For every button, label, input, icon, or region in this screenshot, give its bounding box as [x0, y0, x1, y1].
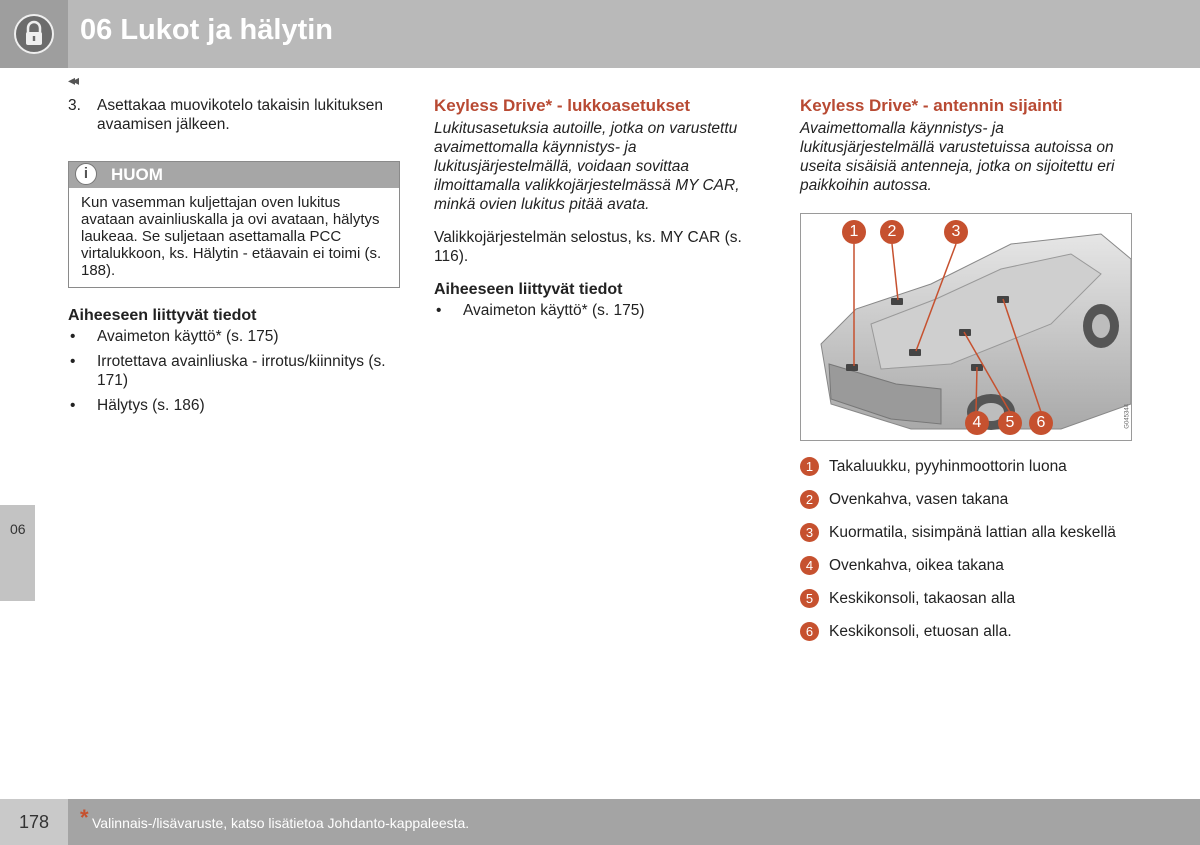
antenna-location-figure	[800, 213, 1132, 441]
column-1	[68, 96, 400, 415]
footnote-star: *	[80, 805, 89, 830]
legend-item	[800, 488, 1140, 510]
legend-number: 4	[800, 556, 819, 575]
section-paragraph: Valikkojärjestelmän selostus, ks. MY CAR (s. 116).	[434, 229, 742, 265]
legend-text: Keskikonsoli, takaosan alla	[829, 589, 1016, 607]
marker-3: 3	[944, 220, 968, 244]
note-title: HUOM	[111, 165, 163, 184]
note-body: Kun vasemman kuljettajan oven lukitus avataan avainliuskalla ja ovi avataan, hälytys laukeaa. Se suljetaan asettamalla PCC virtalukkoon, ks. Hälytin - etäavain ei toimi (s. 188).	[81, 194, 382, 279]
legend-text: Kuormatila, sisimpänä lattian alla keskellä	[829, 523, 1116, 541]
column-3	[800, 96, 1140, 653]
note-header	[69, 162, 399, 188]
legend-item	[800, 620, 1140, 642]
marker-1: 1	[842, 220, 866, 244]
legend-item	[800, 554, 1140, 576]
step-number: 3.	[68, 97, 81, 114]
legend-number: 6	[800, 622, 819, 641]
back-nav-icon[interactable]: ◂◂	[68, 72, 77, 88]
legend-text: Ovenkahva, oikea takana	[829, 556, 1004, 574]
info-icon: i	[75, 163, 97, 185]
related-link[interactable]: • Hälytys (s. 186)	[68, 396, 400, 415]
chapter-title: 06 Lukot ja hälytin	[80, 14, 333, 46]
legend-text: Takaluukku, pyyhinmoottorin luona	[829, 457, 1067, 475]
legend-number: 2	[800, 490, 819, 509]
figure-code: G045344	[1125, 404, 1131, 429]
antenna-legend	[800, 455, 1140, 642]
page-number: 178	[0, 799, 68, 845]
chapter-side-tab-label: 06	[10, 521, 26, 537]
related-link[interactable]: • Avaimeton käyttö* (s. 175)	[68, 327, 400, 346]
related-heading: Aiheeseen liittyvät tiedot	[68, 307, 257, 324]
header-icon-box	[0, 0, 68, 68]
legend-number: 5	[800, 589, 819, 608]
related-link[interactable]: • Irrotettava avainliuska - irrotus/kiinnitys (s. 171)	[68, 352, 400, 390]
related-list	[434, 301, 760, 320]
footnote-text: Valinnais-/lisävaruste, katso lisätietoa Johdanto-kappaleesta.	[92, 815, 470, 831]
section-title: Keyless Drive* - lukkoasetukset	[434, 96, 691, 115]
legend-number: 1	[800, 457, 819, 476]
legend-item	[800, 587, 1140, 609]
related-list	[68, 327, 400, 415]
padlock-icon	[14, 14, 54, 54]
related-link[interactable]: • Avaimeton käyttö* (s. 175)	[434, 301, 760, 320]
section-intro: Avaimettomalla käynnistys- ja lukitusjärjestelmällä varustetuissa autoissa on useita sisäisiä antenneja, jotka on sijoitettu eri paikkoihin autossa.	[800, 120, 1115, 194]
marker-2: 2	[880, 220, 904, 244]
footer-bar	[68, 799, 1200, 845]
chapter-header	[0, 0, 1200, 68]
legend-number: 3	[800, 523, 819, 542]
step-item	[68, 96, 400, 134]
related-heading: Aiheeseen liittyvät tiedot	[434, 281, 623, 298]
marker-6: 6	[1029, 411, 1053, 435]
section-intro: Lukitusasetuksia autoille, jotka on varustettu avaimettomalla käynnistys- ja lukitusjärjestelmällä, voidaan sovittaa ilmoittamalla valikkojärjestelmässä MY CAR, minkä ovien lukitus pitää avata.	[434, 120, 740, 213]
column-2	[434, 96, 760, 320]
legend-item	[800, 521, 1140, 543]
legend-text: Keskikonsoli, etuosan alla.	[829, 622, 1012, 640]
marker-4: 4	[965, 411, 989, 435]
legend-item	[800, 455, 1140, 477]
legend-text: Ovenkahva, vasen takana	[829, 490, 1009, 508]
section-title: Keyless Drive* - antennin sijainti	[800, 96, 1063, 115]
car-illustration	[801, 214, 1131, 440]
note-box	[68, 161, 400, 288]
step-text: Asettakaa muovikotelo takaisin lukituksen avaamisen jälkeen.	[97, 97, 384, 133]
chapter-side-tab[interactable]	[0, 505, 35, 601]
page-footer	[0, 799, 1200, 845]
marker-5: 5	[998, 411, 1022, 435]
